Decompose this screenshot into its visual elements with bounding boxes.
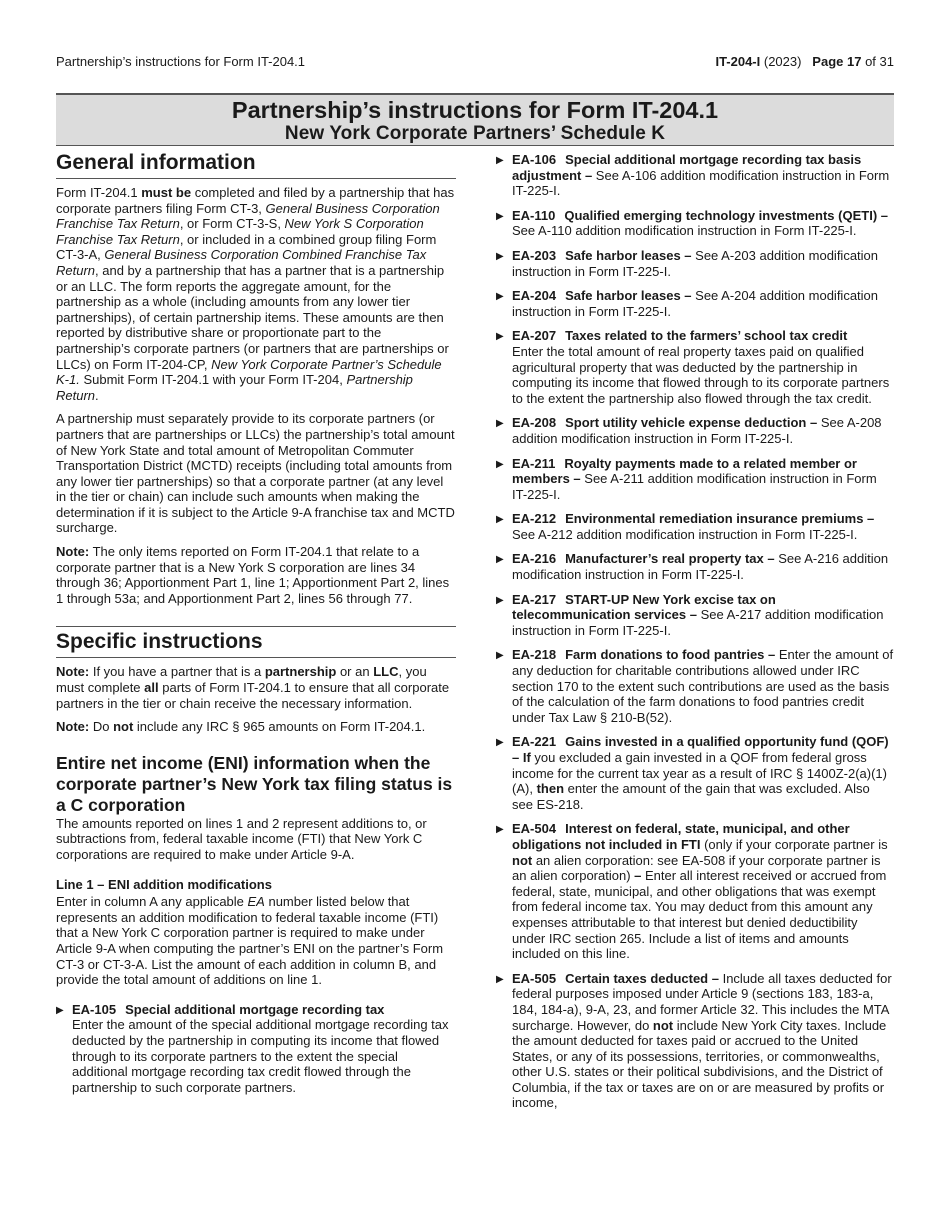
bullet-triangle-icon: ▶ (496, 331, 504, 343)
running-header-title: Partnership’s instructions for Form IT-204.1 (56, 54, 306, 69)
page-total: of 31 (865, 54, 894, 69)
ea-item: ▶ EA-504 Interest on federal, state, municipal, and other obligations not included in FTI (only if your corporate partner is not an alien corporation: see EA-508 if your corporate partner is an alien corporation) – Enter all interest received or accrued from federal, state, municipal, and other obligations that was exempt from federal income tax. You may deduct from this amount any expenses attributable to that interest but denied deductibility under IRC section 265. Include a list of items and amounts included on this line. (496, 821, 888, 962)
ea-item: ▶ EA-216 Manufacturer’s real property tax – See A-216 addition modification instruction in Form IT-225-I. (496, 551, 889, 583)
ea-item: ▶ EA-105 Special additional mortgage recording tax Enter the amount of the special additional mortgage recording tax deducted by the partnership in computing its income that flowed through to its corporate partners to the extent the special additional mortgage recording tax credit flowed through the partnership to such corporate partners. (56, 1001, 449, 1095)
bullet-triangle-icon: ▶ (496, 554, 504, 566)
bullet-triangle-icon: ▶ (496, 737, 504, 749)
line1-text: Enter in column A any applicable EA number listed below that represents an addition modification to federal taxable income (FTI) that a New York C corporation partner is required to make under Article 9-A when computing the partner’s ENI on the partner’s Form CT-3 or CT-3-A. List the amount of each addition in column B, and provide the total amount of additions on line 1. (56, 894, 444, 988)
general-paragraph-2: A partnership must separately provide to its corporate partners (or partners that are partnerships or LLCs) the partnership’s total amount of New York State and total amount of Metropolitan Commuter Transportation District (MCTD) receipts (including total amounts from any lower tier partnerships) so that a corporate partner (at any level in the tier or chain) can include such amounts when making the determination if it is subject to the Article 9-A franchise tax and MCTD surcharge. (56, 411, 455, 536)
page-number: Page 17 (812, 54, 862, 69)
bullet-triangle-icon: ▶ (496, 418, 504, 430)
general-heading: General information (56, 151, 256, 174)
ea-item: ▶ EA-207 Taxes related to the farmers’ school tax credit Enter the total amount of real property taxes paid on qualified agricultural property that was deducted by the partnership in computing its income that flowed through to its corporate partners to the extent the partnership also flowed through the tax credit. (496, 328, 890, 406)
ea-item: ▶ EA-208 Sport utility vehicle expense deduction – See A-208 addition modification instruction in Form IT-225-I. (496, 415, 882, 446)
ea-item: ▶ EA-211 Royalty payments made to a related member or members – See A-211 addition modification instruction in Form IT-225-I. (496, 455, 877, 502)
ea-item: ▶ EA-106 Special additional mortgage recording tax basis adjustment – See A-106 addition modification instruction in Form IT-225-I. (496, 152, 890, 199)
form-year: (2023) (763, 54, 802, 69)
eni-intro: The amounts reported on lines 1 and 2 represent additions to, or subtractions from, federal taxable income (FTI) that New York C corporations are required to make under Article 9-A. (56, 815, 427, 862)
bullet-triangle-icon: ▶ (496, 650, 504, 662)
form-number: IT-204-I (715, 54, 761, 69)
ea-item: ▶ EA-212 Environmental remediation insurance premiums – See A-212 addition modification instruction in Form IT-225-I. (496, 511, 875, 542)
ea-item: ▶ EA-221 Gains invested in a qualified opportunity fund (QOF) – If you excluded a gain invested in a QOF from federal gross income for the current tax year as a result of IRC § 1400Z-2(a)(1)(A), then enter the amount of the gain that was excluded. Also see ES-218. (496, 734, 889, 812)
ea-item: ▶ EA-218 Farm donations to food pantries – Enter the amount of any deduction for charitable contributions allowed under IRC section 170 to the extent such contributions are used as the basis of the calculation of the farm donations to food pantries credit under Tax Law § 210-B(52). (496, 647, 894, 725)
specific-heading: Specific instructions (56, 630, 263, 654)
page-title: Partnership’s instructions for Form IT-204.1 (231, 97, 719, 123)
ea-item: ▶ EA-110 Qualified emerging technology investments (QETI) – See A-110 addition modification instruction in Form IT-225-I. (496, 207, 888, 239)
right-column (496, 152, 894, 1120)
eni-heading: Entire net income (ENI) information when the corporate partner’s New York tax filing status is a C corporation (56, 752, 453, 815)
bullet-triangle-icon: ▶ (496, 824, 504, 836)
bullet-triangle-icon: ▶ (56, 1004, 64, 1016)
ea-item: ▶ EA-217 START-UP New York excise tax on telecommunication services – See A-217 addition modification instruction in Form IT-225-I. (496, 591, 884, 638)
bullet-triangle-icon: ▶ (496, 973, 504, 985)
bullet-triangle-icon: ▶ (496, 594, 504, 606)
ea-item: ▶ EA-203 Safe harbor leases – See A-203 addition modification instruction in Form IT-225-I. (496, 247, 879, 279)
general-paragraph-1: Form IT-204.1 must be completed and filed by a partnership that has corporate partners filing Form CT-3, General Business Corporation Franchise Tax Return, or Form CT-3-S, New York S Corporation Franchise Tax Return, or included in a combined group filing Form CT-3-A, General Business Corporation Combined Franchise Tax Return, and by a partnership that has a partner that is a partnership or an LLC. The form reports the aggregate amount, for the partnership as a whole (including amounts from any lower tier partnerships), of certain partnership items. These amounts are then reported by distributive share or proportionate part to the partnership’s corporate partners (or partners that are partnerships or LLCs) on Form IT-204-CP, New York Corporate Partner’s Schedule K-1. Submit Form IT-204.1 with your Form IT-204, Partnership Return. (56, 185, 455, 403)
specific-note-2: Note: Do not include any IRC § 965 amounts on Form IT-204.1. (56, 719, 426, 735)
ea-item: ▶ EA-204 Safe harbor leases – See A-204 addition modification instruction in Form IT-225-I. (496, 288, 879, 319)
bullet-triangle-icon: ▶ (496, 291, 504, 303)
bullet-triangle-icon: ▶ (496, 514, 504, 526)
bullet-triangle-icon: ▶ (496, 155, 504, 166)
page-subtitle: New York Corporate Partners’ Schedule K (284, 123, 666, 144)
general-heading-wrap (56, 150, 456, 179)
bullet-triangle-icon: ▶ (496, 458, 504, 470)
general-note: Note: The only items reported on Form IT-204.1 that relate to a corporate partner that is a New York S corporation are lines 34 through 36; Apportionment Part 1, line 1; Apportionment Part 2, lines 1 through 53a; and Apportionment Part 2, lines 56 through 77. (56, 544, 450, 606)
bullet-triangle-icon: ▶ (496, 210, 504, 222)
bullet-triangle-icon: ▶ (496, 250, 504, 262)
title-banner (56, 93, 894, 146)
specific-note-1: Note: If you have a partner that is a partnership or an LLC, you must complete all parts of Form IT-204.1 to ensure that all corporate partners in the tier or chain receive the necessary information. (56, 664, 450, 711)
specific-heading-wrap (56, 626, 456, 658)
running-header-page (715, 54, 894, 69)
ea-item: ▶ EA-505 Certain taxes deducted – Include all taxes deducted for federal purposes imposed under Article 9 (sections 183, 183-a, 184, 184-a), 9-A, 23, and former Article 32. This includes the MTA surcharge. However, do not include New York City taxes. Include the amount deducted for taxes paid or accrued to the United States, or any of its possessions, territories, or commonwealths, other U.S. states or their political subdivisions, and the District of Columbia, if the tax or taxes are on or are measured by profits or income, (496, 970, 892, 1111)
line1-heading: Line 1 – ENI addition modifications (56, 876, 272, 892)
left-column (56, 150, 456, 1104)
